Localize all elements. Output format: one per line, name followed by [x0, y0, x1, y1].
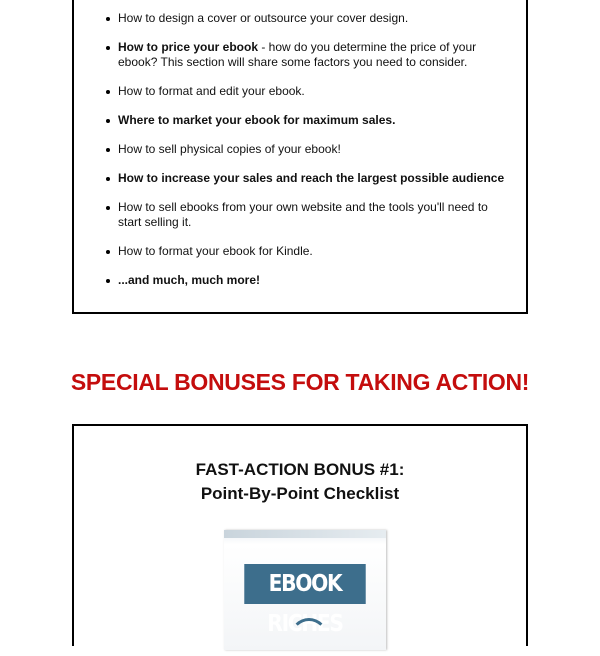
bonus-title-line2: Point-By-Point Checklist: [200, 484, 400, 503]
list-item: How to format your ebook for Kindle.: [74, 244, 526, 259]
ebook-cover-label: EBOOK RICHES: [244, 564, 365, 604]
list-item: How to sell physical copies of your ebook!: [74, 142, 526, 157]
cover-arc-graphic: [290, 618, 328, 656]
features-box: [72, 0, 528, 314]
list-item: How to price your ebook - how do you determine the price of your ebook? This section will share some factors you need to consider.: [74, 40, 526, 70]
list-item: How to increase your sales and reach the largest possible audience: [74, 171, 526, 186]
list-item: Where to market your ebook for maximum sales.: [74, 113, 526, 128]
list-item: ...and much, much more!: [74, 273, 526, 288]
bonus-title-line1: FAST-ACTION BONUS #1:: [195, 460, 405, 479]
list-item: How to design a cover or outsource your cover design.: [74, 11, 526, 26]
list-item: How to sell ebooks from your own website and the tools you'll need to start selling it.: [74, 200, 526, 230]
list-item: How to format and edit your ebook.: [74, 84, 526, 99]
cover-top-strip: [224, 530, 386, 538]
features-list: [74, 11, 526, 302]
bonus-title: [74, 458, 526, 506]
ebook-cover-image: [224, 530, 386, 650]
bonuses-heading: SPECIAL BONUSES FOR TAKING ACTION!: [70, 369, 530, 395]
bonus-box: [72, 424, 528, 646]
